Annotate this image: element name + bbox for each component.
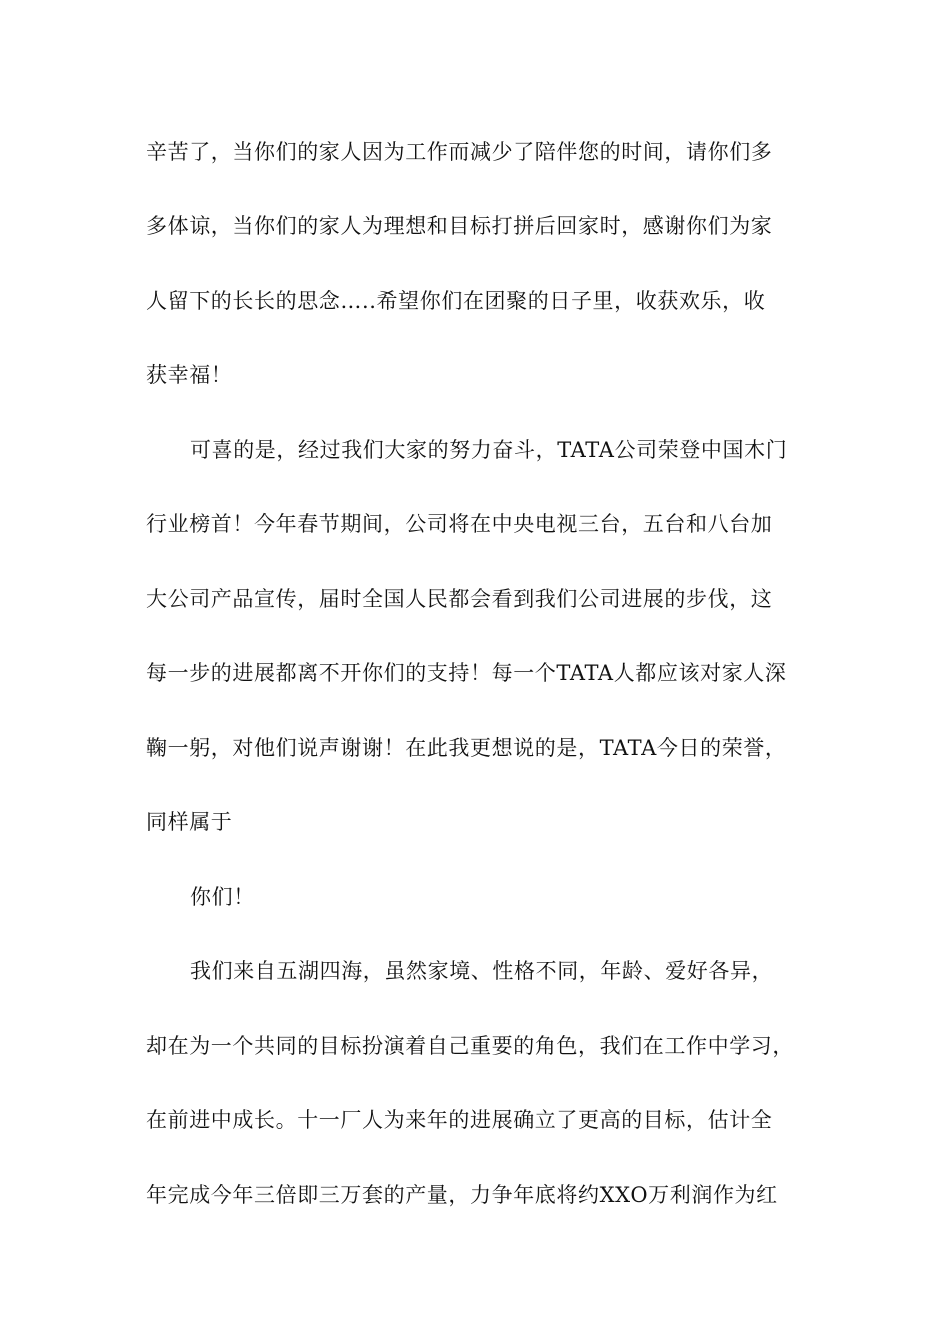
text-line: 我们来自五湖四海，虽然家境、性格不同，年龄、爱好各异， — [190, 959, 774, 983]
text-line: 鞠一躬，对他们说声谢谢！在此我更想说的是，TATA今日的荣誉， — [146, 736, 787, 760]
text-line: 却在为一个共同的目标扮演着自己重要的角色，我们在工作中学习， — [146, 1034, 794, 1058]
text-line: 同样属于 — [146, 810, 233, 834]
text-line: 你们！ — [190, 885, 255, 909]
text-line: 辛苦了，当你们的家人因为工作而减少了陪伴您的时间，请你们多 — [146, 140, 773, 164]
text-line: 在前进中成长。十一厂人为来年的进展确立了更高的目标，估计全 — [146, 1108, 773, 1132]
text-line: 年完成今年三倍即三万套的产量，力争年底将约XXO万利润作为红 — [146, 1183, 778, 1207]
text-line: 每一步的进展都离不开你们的支持！每一个TATA人都应该对家人深 — [146, 661, 787, 685]
text-line: 大公司产品宣传，届时全国人民都会看到我们公司进展的步伐，这 — [146, 587, 773, 611]
text-line: 可喜的是，经过我们大家的努力奋斗，TATA公司荣登中国木门 — [190, 438, 788, 462]
text-line: 人留下的长长的思念…..希望你们在团聚的日子里，收获欢乐，收 — [146, 289, 766, 313]
text-line: 获幸福！ — [146, 363, 233, 387]
text-line: 多体谅，当你们的家人为理想和目标打拼后回家时，感谢你们为家 — [146, 214, 773, 238]
text-line: 行业榜首！今年春节期间，公司将在中央电视三台，五台和八台加 — [146, 512, 773, 536]
